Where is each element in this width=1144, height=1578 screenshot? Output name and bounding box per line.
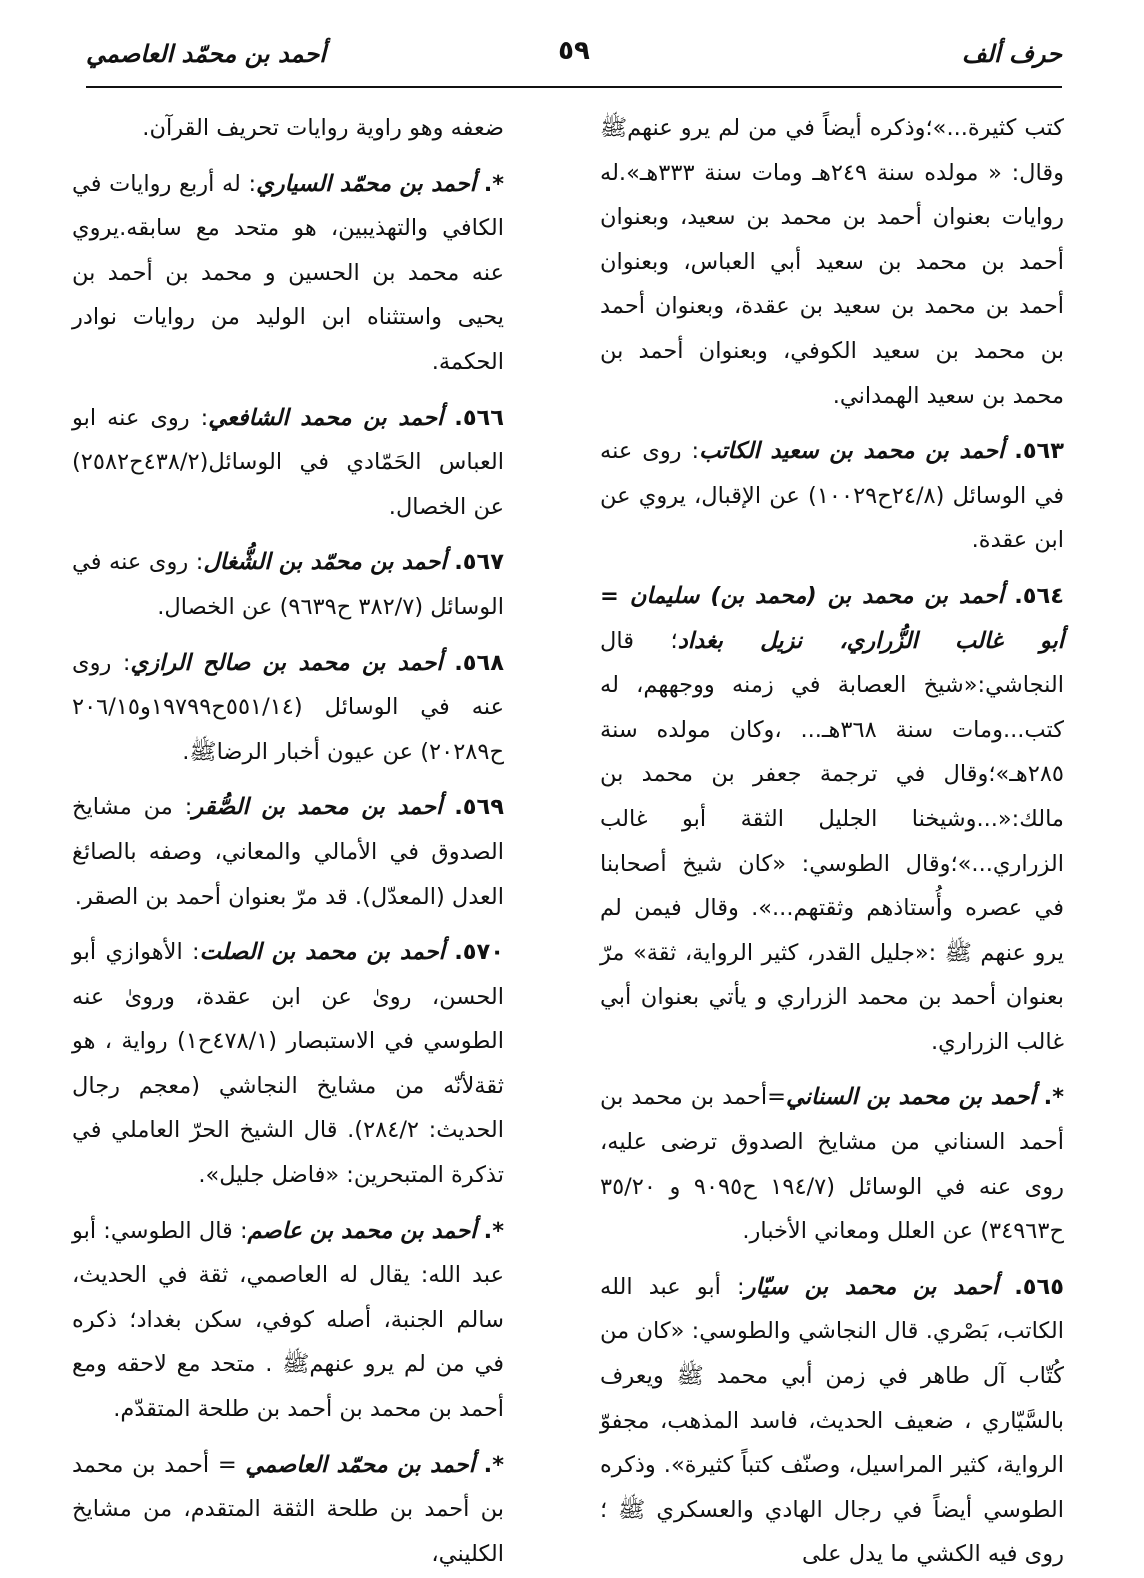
entry-title: أحمد بن محمد بن سعيد الكاتب [699,438,1005,465]
entry-title: أحمد بن محمد بن صالح الرازي [130,649,443,676]
entry-title: أحمد بن محمّد العاصمي [245,1451,475,1478]
entry-number: ٥٦٤. [1014,582,1064,609]
entry-number: ٥٦٣. [1014,438,1065,465]
entry-text: : روى عنه في الوسائل (٥٥١/١٤ح١٩٧٩٩و٢٠٦/١٥ ح٢٠٢٨٩) عن عيون أخبار الرضاﷺ. [72,649,504,765]
chapter-title: حرف ألف [961,40,1062,68]
running-entry-title: أحمد بن محمّد العاصمي [86,40,326,68]
entry-number: *. [483,1217,504,1244]
right-column [600,106,1065,1568]
entry-number: ٥٦٦. [454,404,505,431]
entry-title: أحمد بن محمد بن سيّار [744,1273,999,1300]
entry-title: أحمد بن محمد الشافعي [208,404,444,431]
entry-number: ٥٦٨. [454,649,504,676]
entry-text: : الأهوازي أبو الحسن، روىٰ عن ابن عقدة، ورویٰ عنه الطوسي في الاستبصار (٤٧٨/١ح١) رواية ، هو ثقةلأنّه من مشايخ النجاشي (معجم رجال الحديث: ٢٨٤/٢). قال الشيخ الحرّ العاملي في تذكرة المتبحرين: «فاضل جليل». [72,939,504,1189]
entry-asimi [72,1443,504,1577]
entry-568 [72,641,504,775]
entry-text: : من مشايخ الصدوق في الأمالي والمعاني، وصفه بالصائغ العدل (المعدّل). قد مرّ بعنوان أحمد بن الصقر. [72,794,504,910]
entry-title: أحمد بن محمد بن عاصم [247,1217,477,1244]
entry-567 [72,540,504,629]
entry-title: أحمد بن محمد بن الصُّقر [192,794,443,821]
entry-text: : قال الطوسي: أبو عبد الله: يقال له العاصمي، ثقة في الحديث، سالم الجنبة، أصله كوفي، سكن بغداد؛ ذكره في من لم يرو عنهمﷺ . متحد مع لاحقه ومع أحمد بن محمد بن أحمد بن طلحة المتقدّم. [72,1217,504,1423]
entry-text: : روى عنه في الوسائل (٢٤/٨ح١٠٠٢٩) عن الإقبال، يروي عن ابن عقدة. [600,438,1064,554]
entry-565 [600,1265,1064,1577]
page-number: ٥٩ [558,36,590,66]
entry-title: أحمد بن محمد بن السناني [785,1084,1036,1111]
entry-number: ٥٦٩. [454,794,504,821]
entry-text: : أبو عبد الله الكاتب، بَصْري. قال النجاشي والطوسي: «كان من كُتّاب آل طاهر في زمن أبي محمد ﷺ ويعرف بالسَّيّاري ، ضعيف الحديث، فاسد المذهب، مجفوّ الرواية، كثير المراسيل، وصنّف كتباً كثيرة». وذكره الطوسي أيضاً في رجال الهادي والعسكري ﷺ ؛روى فيه الكشي ما يدل على [600,1273,1064,1568]
entry-number: ٥٧٠. [454,939,504,966]
entry-text: : روى عنه في الوسائل (٣٨٢/٧ ح٩٦٣٩) عن الخصال. [72,549,504,620]
page-header [86,36,1062,88]
entry-570 [72,930,504,1198]
entry-566 [72,396,504,530]
entry-number: *. [483,170,505,197]
entry-sinani [600,1075,1064,1253]
entry-title: أحمد بن محمّد السياري [256,170,477,197]
entry-number: *. [483,1451,504,1478]
entry-text: ضعفه وهو راوية روايات تحريف القرآن. [142,115,504,141]
entry-text: =أحمد بن محمد بن أحمد السناني من مشايخ الصدوق ترضى عليه، روى عنه في الوسائل (١٩٤/٧ ح٩٠٩٥ و ٣٥/٢٠ ح٣٤٩٦٣) عن العلل ومعاني الأخبار. [600,1084,1064,1245]
entry-title: أحمد بن محمد بن (محمد بن) سليمان = أبو غالب الزُّراري، نزيل بغداد [600,582,1065,654]
entry-sayyari [72,162,504,385]
entry-text: = أحمد بن محمد بن أحمد بن طلحة الثقة المتقدم، من مشايخ الكليني، [72,1451,504,1567]
entry-569 [72,785,504,919]
entry-number: ٥٦٧. [454,549,504,576]
entry-text: : له أربع روايات في الكافي والتهذيبين، هو متحد مع سابقه.يروي عنه محمد بن الحسين و محمد بن أحمد بن يحيى واستثناه ابن الوليد من روايات نوادر الحكمة. [72,170,504,375]
continuation-paragraph [600,106,1064,418]
entry-number: *. [1043,1084,1064,1111]
entry-asim [72,1209,504,1432]
entry-number: ٥٦٥. [1014,1273,1064,1300]
entry-text: كتب كثيرة...»؛وذكره أيضاً في من لم يرو عنهمﷺ وقال: « مولده سنة ٢٤٩هـ ومات سنة ٣٣٣هـ».له روايات بعنوان أحمد بن محمد بن سعيد، وبعنوان أحمد بن محمد بن سعيد أبي العباس، وبعنوان أحمد بن محمد بن سعيد بن عقدة، وبعنوان أحمد بن محمد بن سعيد الكوفي، وبعنوان أحمد بن محمد بن سعيد الهمداني. [600,115,1064,409]
left-column [72,106,505,1567]
continuation-paragraph [72,106,504,151]
entry-text: : روى عنه ابو العباس الحَمّادي في الوسائل(٤٣٨/٢ح٢٥٨٢) عن الخصال. [72,404,504,520]
entry-564 [600,574,1064,1065]
entry-563 [600,429,1064,563]
entry-title: أحمد بن محمد بن الصلت [199,939,445,966]
entry-title: أحمد بن محمّد بن الشُّغال [203,549,447,576]
entry-text: ؛ قال النجاشي:«شيخ العصابة في زمنه ووجههم، له كتب...ومات سنة ٣٦٨هـ... ،وكان مولده سنة ٢٨٥هـ»؛وقال في ترجمة جعفر بن محمد بن مالك:«...وشيخنا الجليل الثقة أبو غالب الزراري...»؛وقال الطوسي: «كان شيخ أصحابنا في عصره وأُستاذهم وثقتهم...». وقال فيمن لم يرو عنهم ﷺ :«جليل القدر، كثير الرواية، ثقة» مرّ بعنوان أحمد بن محمد الزراري و يأتي بعنوان أبي غالب الزراري. [600,627,1064,1055]
